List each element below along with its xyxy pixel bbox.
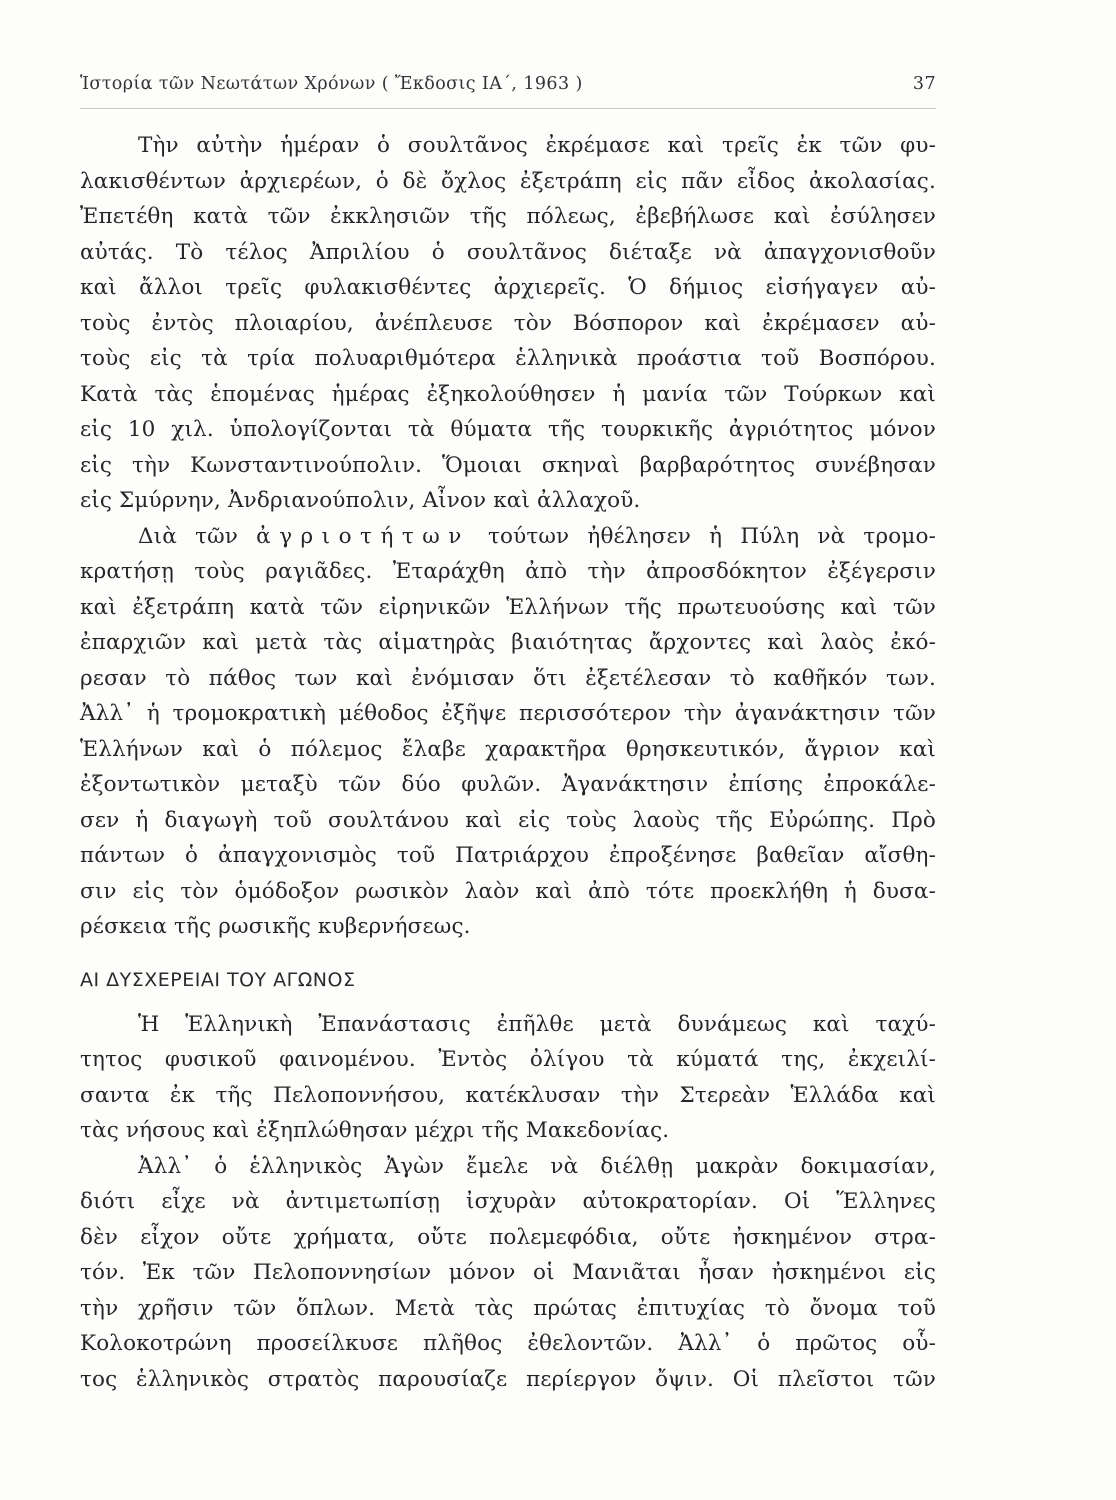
text-line: λακισθέντων ἀρχιερέων, ὁ δὲ ὄχλος ἐξετράπη εἰς πᾶν εἶδος ἀκολασίας. [80,168,936,194]
text-line: τόν. Ἐκ τῶν Πελοποννησίων μόνον οἱ Μανιᾶται ἦσαν ἠσκημένοι εἰς [80,1260,936,1285]
paragraph-2 [80,519,936,945]
text-line: τητος φυσικοῦ φαινομένου. Ἐντὸς ὀλίγου τὰ κύματά της, ἐκχειλί- [80,1047,936,1072]
text-line: καὶ ἄλλοι τρεῖς φυλακισθέντες ἀρχιερεῖς. Ὁ δήμιος εἰσήγαγεν αὐ- [80,275,936,300]
text-line: σαντα ἐκ τῆς Πελοποννήσου, κατέκλυσαν τὴν Στερεὰν Ἑλλάδα καὶ [80,1082,936,1108]
paragraph-4 [80,1149,936,1398]
header-rule [80,108,936,109]
text-line: τὰς νήσους καὶ ἐξηπλώθησαν μέχρι τῆς Μακεδονίας. [80,1118,670,1143]
text-line: δὲν εἶχον οὔτε χρήματα, οὔτε πολεμεφόδια, οὔτε ἠσκημένον στρα- [80,1224,936,1250]
text-line: ἐπαρχιῶν καὶ μετὰ τὰς αἱματηρὰς βιαιότητας ἄρχοντες καὶ λαὸς ἐκό- [80,630,936,655]
text-line: τὴν χρῆσιν τῶν ὅπλων. Μετὰ τὰς πρώτας ἐπιτυχίας τὸ ὄνομα τοῦ [80,1295,936,1321]
emphasized-word: ἀγριοτήτων [256,523,470,549]
text-line: σιν εἰς τὸν ὁμόδοξον ρωσικὸν λαὸν καὶ ἀπὸ τότε προεκλήθη ἡ δυσα- [80,878,936,904]
section-heading: ΑΙ ΔΥΣΧΕΡΕΙΑΙ ΤΟΥ ΑΓΩΝΟΣ [80,968,356,991]
text-line: ρεσαν τὸ πάθος των καὶ ἐνόμισαν ὅτι ἐξετέλεσαν τὸ καθῆκόν των. [80,665,936,691]
running-header [80,74,936,104]
text-line: καὶ ἐξετράπη κατὰ τῶν εἰρηνικῶν Ἑλλήνων τῆς πρωτευούσης καὶ τῶν [80,594,936,620]
text-fragment: Διὰ τῶν [138,523,257,549]
body-text [80,128,936,1397]
text-line: πάντων ὁ ἀπαγχονισμὸς τοῦ Πατριάρχου ἐπροξένησε βαθεῖαν αἴσθη- [80,843,936,868]
text-line: σεν ἡ διαγωγὴ τοῦ σουλτάνου καὶ εἰς τοὺς λαοὺς τῆς Εὐρώπης. Πρὸ [80,807,936,833]
text-fragment: τούτων ἠθέλησεν ἡ Πύλη νὰ τρομο- [469,523,936,549]
text-line: Ἐπετέθη κατὰ τῶν ἐκκλησιῶν τῆς πόλεως, ἐβεβήλωσε καὶ ἐσύλησεν [80,204,936,229]
text-line: Ἑλλήνων καὶ ὁ πόλεμος ἔλαβε χαρακτῆρα θρησκευτικόν, ἄγριον καὶ [80,736,936,762]
text-line: ἐξοντωτικὸν μεταξὺ τῶν δύο φυλῶν. Ἀγανάκτησιν ἐπίσης ἐπροκάλε- [80,772,936,797]
text-line: Κατὰ τὰς ἑπομένας ἡμέρας ἐξηκολούθησεν ἡ μανία τῶν Τούρκων καὶ [80,381,936,407]
text-line: Τὴν αὐτὴν ἡμέραν ὁ σουλτᾶνος ἐκρέμασε καὶ τρεῖς ἐκ τῶν φυ- [138,133,936,158]
text-line: Ἀλλ᾽ ὁ ἑλληνικὸς Ἀγὼν ἔμελε νὰ διέλθῃ μακρὰν δοκιμασίαν, [138,1153,936,1179]
text-line: εἰς 10 χιλ. ὑπολογίζονται τὰ θύματα τῆς τουρκικῆς ἀγριότητος μόνον [80,417,936,442]
page-number: 37 [912,74,936,94]
text-line: διότι εἶχε νὰ ἀντιμετωπίσῃ ἰσχυρὰν αὐτοκρατορίαν. Οἱ Ἕλληνες [80,1189,936,1214]
paragraph-3 [80,1007,936,1149]
text-line: εἰς Σμύρνην, Ἀνδριανούπολιν, Αἶνον καὶ ἀλλαχοῦ. [80,488,641,513]
text-line: ρέσκεια τῆς ρωσικῆς κυβερνήσεως. [80,914,471,939]
text-line: εἰς τὴν Κωνσταντινούπολιν. Ὅμοιαι σκηναὶ βαρβαρότητος συνέβησαν [80,452,936,478]
text-line: τος ἑλληνικὸς στρατὸς παρουσίαζε περίεργον ὄψιν. Οἱ πλεῖστοι τῶν [80,1366,936,1392]
text-line: Ἀλλ᾽ ἡ τρομοκρατικὴ μέθοδος ἐξῆψε περισσότερον τὴν ἀγανάκτησιν τῶν [80,701,936,726]
text-line: τοὺς ἐντὸς πλοιαρίου, ἀνέπλευσε τὸν Βόσπορον καὶ ἐκρέμασεν αὐ- [80,310,936,336]
text-line: τοὺς εἰς τὰ τρία πολυαριθμότερα ἑλληνικὰ προάστια τοῦ Βοσπόρου. [80,346,936,371]
text-line [80,519,936,555]
text-line: Ἡ Ἑλληνικὴ Ἐπανάστασις ἐπῆλθε μετὰ δυνάμεως καὶ ταχύ- [138,1011,936,1037]
paragraph-1 [80,128,936,519]
text-line: κρατήσῃ τοὺς ραγιᾶδες. Ἐταράχθη ἀπὸ τὴν ἀπροσδόκητον ἐξέγερσιν [80,559,936,584]
running-header-title: Ἱστορία τῶν Νεωτάτων Χρόνων ( Ἔκδοσις ΙΑ΄, 1963 ) [80,74,583,94]
text-line: αὐτάς. Τὸ τέλος Ἀπριλίου ὁ σουλτᾶνος διέταξε νὰ ἀπαγχονισθοῦν [80,239,936,265]
text-line: Κολοκοτρώνη προσείλκυσε πλῆθος ἐθελοντῶν. Ἀλλ᾽ ὁ πρῶτος οὗ- [80,1331,936,1356]
